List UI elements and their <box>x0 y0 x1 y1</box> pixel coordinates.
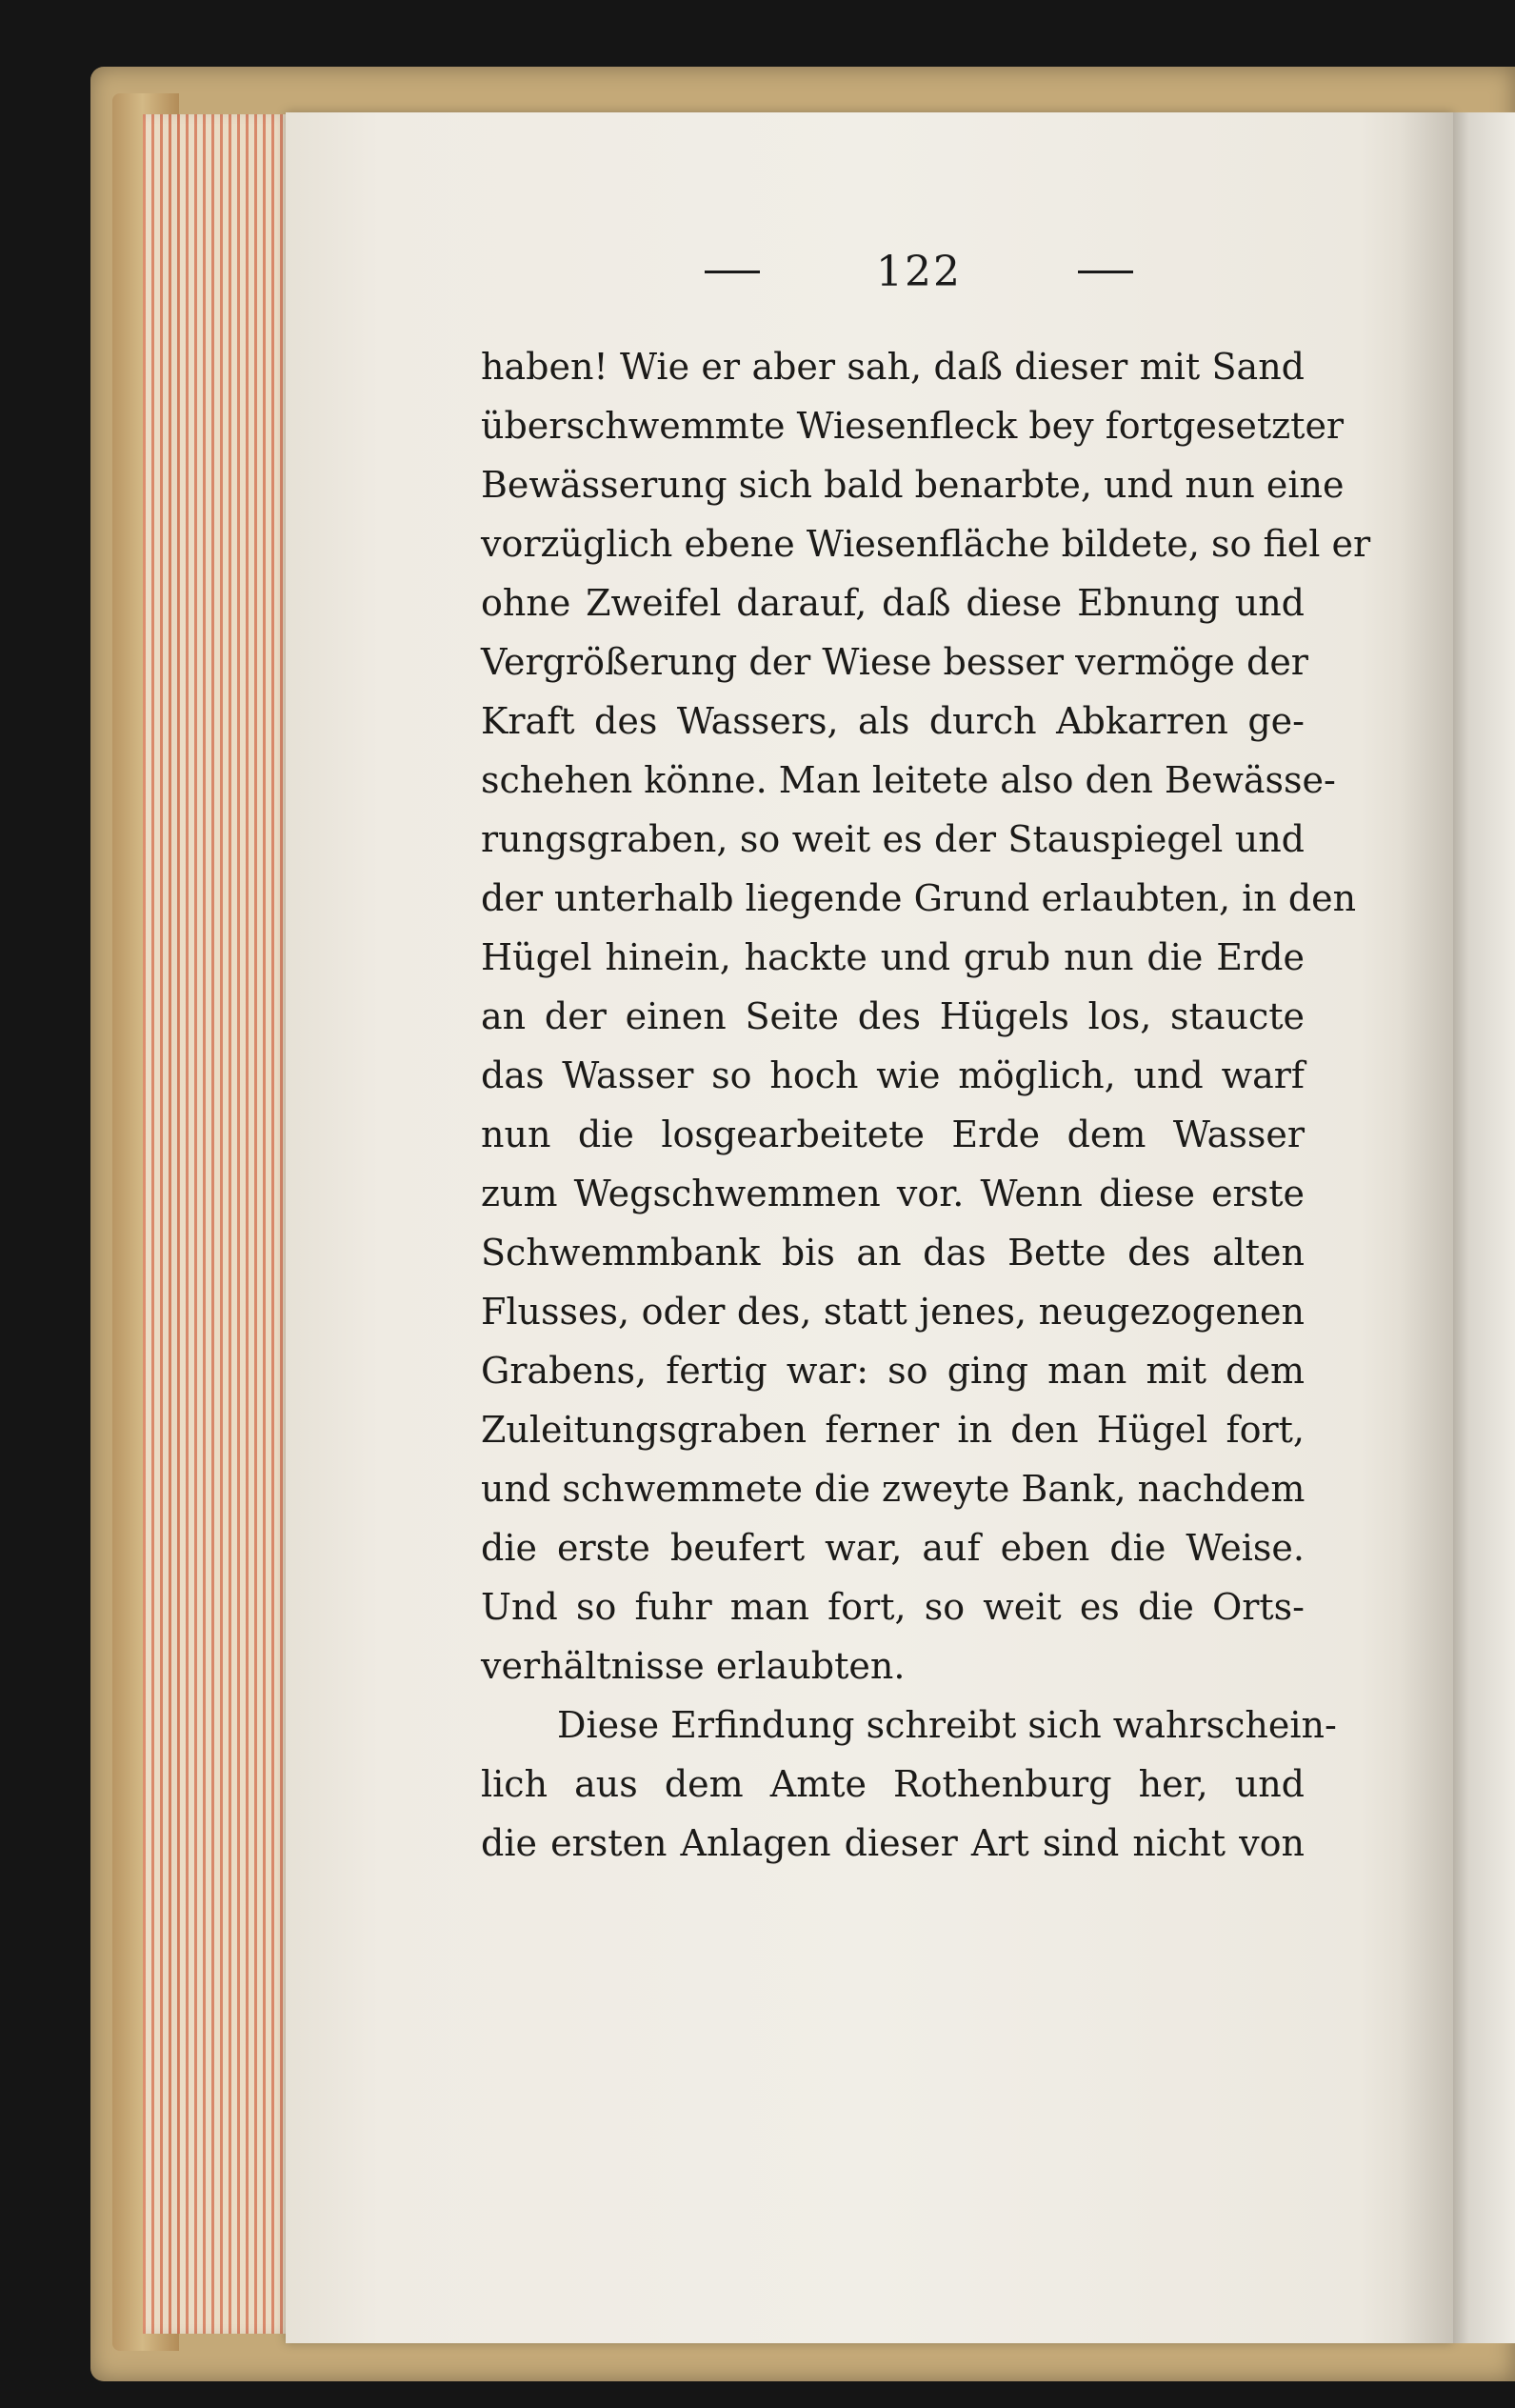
text-line: an der einen Seite des Hügels los, staucte <box>481 995 1305 1037</box>
text-line: nun die losgearbeitete Erde dem Wasser <box>481 1114 1305 1155</box>
right-page-edge <box>1453 112 1515 2343</box>
text-line: lich aus dem Amte Rothenburg her, und <box>481 1763 1305 1805</box>
text-line: die ersten Anlagen dieser Art sind nicht von <box>481 1822 1305 1864</box>
text-line: überschwemmte Wiesenfleck bey fortgesetzter <box>481 405 1345 447</box>
text-line: haben! Wie er aber sah, daß dieser mit Sand <box>481 346 1305 388</box>
text-line: und schwemmete die zweyte Bank, nachdem <box>481 1468 1306 1510</box>
page-number: 122 <box>876 247 962 296</box>
header-dash-left <box>705 271 760 273</box>
text-line: vorzüglich ebene Wiesenfläche bildete, so fiel er <box>481 523 1371 565</box>
text-line: Bewässerung sich bald benarbte, und nun eine <box>481 464 1345 506</box>
text-line: Vergrößerung der Wiese besser vermöge der <box>481 641 1308 683</box>
text-line: Hügel hinein, hackte und grub nun die Erde <box>481 936 1305 978</box>
text-line: die erste beufert war, auf eben die Weise. <box>481 1527 1305 1569</box>
text-line: rungsgraben, so weit es der Stauspiegel und <box>481 818 1305 860</box>
text-line: verhältnisse erlaubten. <box>481 1645 906 1687</box>
text-line: Kraft des Wassers, als durch Abkarren ge- <box>481 700 1305 742</box>
text-line: Flusses, oder des, statt jenes, neugezogenen <box>481 1291 1305 1333</box>
page-edges <box>143 114 295 2334</box>
gutter-shadow <box>1400 112 1453 2343</box>
header-dash-right <box>1078 271 1133 273</box>
text-line: Zuleitungsgraben ferner in den Hügel fort, <box>481 1409 1305 1451</box>
text-line: das Wasser so hoch wie möglich, und warf <box>481 1054 1305 1096</box>
text-line: Grabens, fertig war: so ging man mit dem <box>481 1350 1305 1392</box>
text-line: Diese Erfindung schreibt sich wahrschein- <box>557 1704 1337 1746</box>
text-line: ohne Zweifel darauf, daß diese Ebnung und <box>481 582 1305 624</box>
text-line: Schwemmbank bis an das Bette des alten <box>481 1232 1305 1274</box>
text-line: schehen könne. Man leitete also den Bewässe- <box>481 759 1336 801</box>
text-line: der unterhalb liegende Grund erlaubten, in den <box>481 877 1357 919</box>
page-header <box>705 243 1133 300</box>
text-line: Und so fuhr man fort, so weit es die Orts- <box>481 1586 1305 1628</box>
page-text <box>481 338 1371 1910</box>
text-line: zum Wegschwemmen vor. Wenn diese erste <box>481 1173 1305 1214</box>
